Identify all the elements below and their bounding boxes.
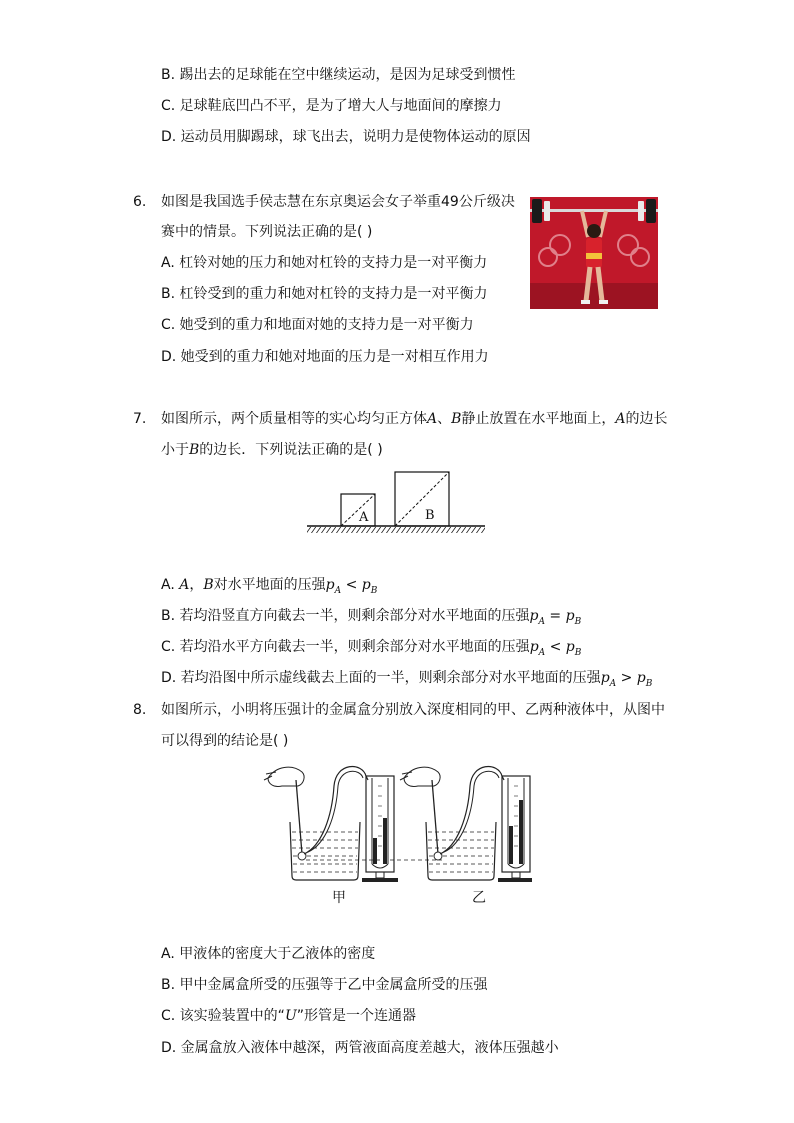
label-yi: 乙: [472, 890, 486, 906]
q6-option-d: D. 她受到的重力和她对地面的压力是一对相互作用力: [161, 349, 489, 365]
q7-option-d: D. 若均沿图中所示虚线截去上面的一半，则剩余部分对水平地面的压强$p_A > p_B$: [161, 670, 653, 689]
apparatus-yi: [400, 767, 532, 882]
apparatus-jia: [264, 767, 398, 882]
q6-stem-line2: 赛中的情景。下列说法正确的是( ): [161, 224, 373, 240]
label-jia: 甲: [332, 890, 346, 906]
q8-option-b: B. 甲中金属盒所受的压强等于乙中金属盒所受的压强: [161, 977, 488, 993]
cube-b-label: B: [425, 508, 435, 523]
q7-option-c: C. 若均沿水平方向截去一半，则剩余部分对水平地面的压强$p_A < p_B$: [161, 639, 582, 658]
cubes-figure: [305, 468, 489, 538]
q7-option-b: B. 若均沿竖直方向截去一半，则剩余部分对水平地面的压强$p_A = p_B$: [161, 608, 582, 627]
q7-number: 7.: [133, 411, 147, 427]
pressure-gauge-figure: [262, 756, 532, 912]
q7-option-a: A. A，B对水平地面的压强$p_A < p_B$: [161, 577, 378, 596]
q6-stem-line1: 如图是我国选手侯志慧在东京奥运会女子举重49公斤级决: [161, 194, 515, 210]
q6-option-c: C. 她受到的重力和地面对她的支持力是一对平衡力: [161, 317, 474, 333]
q8-option-c: C. 该实验装置中的“U”形管是一个连通器: [161, 1008, 417, 1024]
q8-stem-line2: 可以得到的结论是( ): [161, 733, 289, 749]
q5-option-d: D. 运动员用脚踢球，球飞出去，说明力是使物体运动的原因: [161, 129, 531, 145]
q6-option-b: B. 杠铃受到的重力和她对杠铃的支持力是一对平衡力: [161, 286, 488, 302]
q5-option-b: B. 踢出去的足球能在空中继续运动，是因为足球受到惯性: [161, 67, 516, 83]
q8-option-d: D. 金属盒放入液体中越深，两管液面高度差越大，液体压强越小: [161, 1040, 559, 1056]
cube-a-label: A: [359, 510, 369, 525]
q6-number: 6.: [133, 194, 147, 210]
q7-stem-line2: 小于B的边长．下列说法正确的是( ): [161, 442, 383, 458]
q8-option-a: A. 甲液体的密度大于乙液体的密度: [161, 946, 376, 962]
q7-stem-line1: 如图所示，两个质量相等的实心均匀正方体A、B静止放置在水平地面上，A的边长: [161, 411, 668, 427]
q6-option-a: A. 杠铃对她的压力和她对杠铃的支持力是一对平衡力: [161, 255, 488, 271]
weightlifting-photo: [530, 197, 658, 309]
q5-option-c: C. 足球鞋底凹凸不平，是为了增大人与地面间的摩擦力: [161, 98, 502, 114]
q8-number: 8.: [133, 702, 147, 718]
q8-stem-line1: 如图所示，小明将压强计的金属盒分别放入深度相同的甲、乙两种液体中，从图中: [161, 702, 665, 718]
